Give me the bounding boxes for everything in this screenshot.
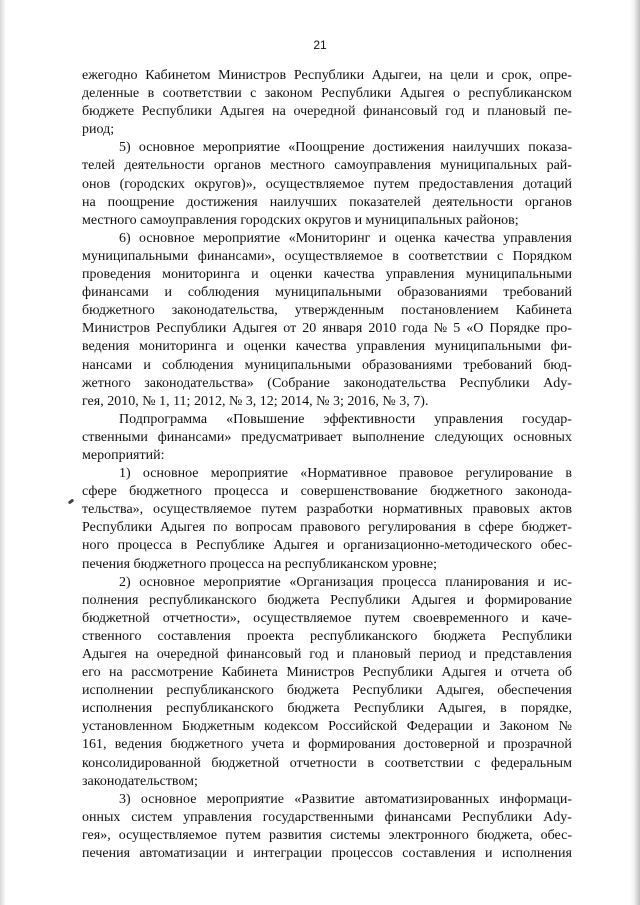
- text-line: тельства», осуществляемое путем разработки нормативных правовых актов: [82, 502, 572, 518]
- text-line: нансами и соблюдения муниципальными образованиями требований бюд-: [82, 357, 572, 373]
- text-line: печения автоматизации и интеграции процессов составления и исполнения: [82, 846, 572, 862]
- text-line: финансами и соблюдения муниципальными образованиями требований: [82, 285, 572, 301]
- text-line: ежегодно Кабинетом Министров Республики Адыгеи, на цели и срок, опре-: [82, 68, 572, 83]
- text-line: бюджетного законодательства, утвержденным постановлением Кабинета: [82, 303, 572, 319]
- text-line: 161, ведения бюджетного учета и формирования достоверной и прозрачной: [82, 737, 572, 753]
- text-line: местного самоуправления городских округов и муниципальных районов;: [82, 212, 519, 228]
- text-line: онов (городских округов)», осуществляемое путем предоставления дотаций: [82, 176, 572, 192]
- text-line: Республики Адыгея по вопросам правового регулирования в сфере бюджет-: [82, 520, 572, 536]
- text-line: гея, 2010, № 1, 11; 2012, № 3, 12; 2014, № 3; 2016, № 3, 7).: [82, 393, 429, 409]
- document-body: [82, 67, 572, 863]
- text-line: бюджете Республики Адыгея на очередной финансовый год и плановый пе-: [82, 104, 572, 120]
- text-line: онных систем управления государственными финансами Республики Ady-: [82, 809, 572, 825]
- text-line: мероприятий:: [82, 447, 165, 463]
- text-line: сфере бюджетного процесса и совершенствование бюджетного законода-: [82, 484, 572, 500]
- text-line: на поощрение достижения наилучших показателей деятельности органов: [82, 194, 572, 210]
- text-line: установленном Бюджетным кодексом Российской Федерации и Законом №: [82, 719, 572, 735]
- text-line: проведения мониторинга и оценки качества управления муниципальными: [82, 267, 572, 283]
- text-line: жетного законодательства» (Собрание законодательства Республики Ady-: [82, 375, 572, 391]
- page-number: 21: [313, 38, 327, 52]
- text-line: законодательством;: [82, 773, 198, 789]
- text-line: Подпрограмма «Повышение эффективности управления государ-: [119, 411, 572, 427]
- text-line: 2) основное мероприятие «Организация процесса планирования и ис-: [119, 574, 572, 590]
- text-line: ственными финансами» предусматривает выполнение следующих основных: [82, 429, 572, 445]
- text-line: 6) основное мероприятие «Мониторинг и оценка качества управления: [119, 230, 572, 246]
- scan-edge-left: [0, 0, 6, 905]
- text-line: 1) основное мероприятие «Нормативное правовое регулирование в: [119, 466, 572, 482]
- text-line: исполнения республиканского бюджета Республики Адыгея, в порядке,: [82, 701, 572, 717]
- text-line: ного процесса в Республике Адыгея и организационно-методического обес-: [82, 538, 572, 554]
- scan-artifact: [68, 499, 75, 505]
- text-line: полнения республиканского бюджета Республики Адыгея и формирование: [82, 592, 572, 608]
- text-line: деленные в соответствии с законом Республики Адыгея о республиканском: [82, 86, 572, 102]
- text-line: печения бюджетного процесса на республиканском уровне;: [82, 556, 438, 572]
- text-line: 5) основное мероприятие «Поощрение достижения наилучших показа-: [119, 140, 572, 156]
- text-line: бюджетной отчетности», осуществляемое путем своевременного и каче-: [82, 610, 572, 626]
- text-line: 3) основное мероприятие «Развитие автоматизированных информаци-: [119, 791, 572, 807]
- text-line: гея», осуществляемое путем развития системы электронного бюджета, обес-: [82, 827, 572, 843]
- text-line: консолидированной бюджетной отчетности в соответствии с федеральным: [82, 755, 572, 771]
- text-line: Министров Республики Адыгея от 20 января 2010 года № 5 «О Порядке про-: [82, 321, 572, 337]
- text-line: муниципальными финансами», осуществляемое в соответствии с Порядком: [82, 248, 572, 264]
- text-line: риод;: [82, 122, 115, 138]
- text-line: Адыгея на очередной финансовый год и плановый период и представления: [82, 647, 572, 662]
- text-line: ственного составления проекта республиканского бюджета Республики: [82, 628, 572, 644]
- text-line: ведения мониторинга и оценки качества управления муниципальными фи-: [82, 339, 572, 355]
- text-line: исполнении республиканского бюджета Республики Адыгея, обеспечения: [82, 683, 572, 699]
- text-line: его на рассмотрение Кабинета Министров Республики Адыгея и отчета об: [82, 665, 572, 681]
- scan-edge-right: [630, 0, 640, 905]
- text-line: телей деятельности органов местного самоуправления муниципальных рай-: [82, 158, 572, 174]
